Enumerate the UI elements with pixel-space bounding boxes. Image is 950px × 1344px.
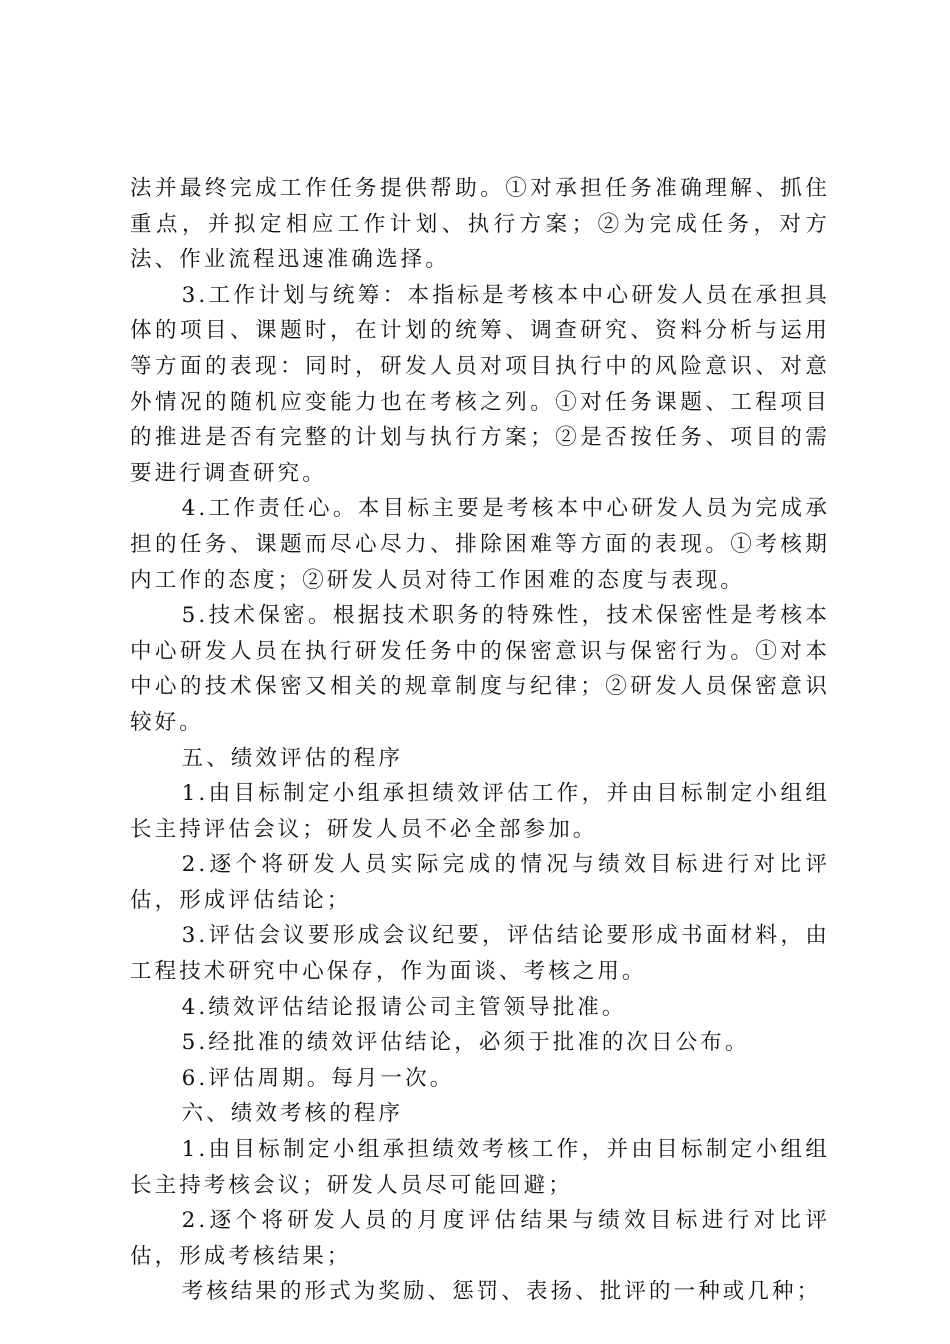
paragraph-item-3-planning: 3.工作计划与统筹：本指标是考核本中心研发人员在承担具体的项目、课题时，在计划的统筹、调查研究、资料分析与运用等方面的表现：同时，研发人员对项目执行中的风险意识、对意外情况的随机应变能力也在考核之列。①对任务课题、工程项目的推进是否有完整的计划与执行方案；②是否按任务、项目的需要进行调查研究。 <box>130 282 830 486</box>
paragraph-assess-result-form: 考核结果的形式为奖励、惩罚、表扬、批评的一种或几种； <box>181 1279 822 1305</box>
paragraph-assess-step-1: 1.由目标制定小组承担绩效考核工作，并由目标制定小组组长主持考核会议；研发人员尽可能回避； <box>130 1137 830 1198</box>
paragraph-assess-step-2: 2.逐个将研发人员的月度评估结果与绩效目标进行对比评估，形成考核结果； <box>130 1208 830 1269</box>
paragraph-eval-step-6: 6.评估周期。每月一次。 <box>181 1065 455 1091</box>
document-body <box>130 171 830 1310</box>
section-heading-5: 五、绩效评估的程序 <box>181 745 403 771</box>
paragraph-item-4-responsibility: 4.工作责任心。本目标主要是考核本中心研发人员为完成承担的任务、课题而尽心尽力、排除困难等方面的表现。①考核期内工作的态度；②研发人员对待工作困难的态度与表现。 <box>130 496 830 593</box>
paragraph-item-5-confidentiality: 5.技术保密。根据技术职务的特殊性，技术保密性是考核本中心研发人员在执行研发任务中的保密意识与保密行为。①对本中心的技术保密又相关的规章制度与纪律；②研发人员保密意识较好。 <box>130 603 830 735</box>
section-heading-6: 六、绩效考核的程序 <box>181 1101 403 1127</box>
paragraph-continuation: 法并最终完成工作任务提供帮助。①对承担任务准确理解、抓住重点，并拟定相应工作计划、执行方案；②为完成任务，对方法、作业流程迅速准确选择。 <box>130 176 830 273</box>
paragraph-eval-step-4: 4.绩效评估结论报请公司主管领导批准。 <box>181 994 627 1020</box>
paragraph-eval-step-2: 2.逐个将研发人员实际完成的情况与绩效目标进行对比评估，形成评估结论； <box>130 852 830 913</box>
paragraph-eval-step-5: 5.经批准的绩效评估结论，必须于批准的次日公布。 <box>181 1030 750 1056</box>
paragraph-eval-step-3: 3.评估会议要形成会议纪要，评估结论要形成书面材料，由工程技术研究中心保存，作为面谈、考核之用。 <box>130 923 830 985</box>
paragraph-eval-step-1: 1.由目标制定小组承担绩效评估工作，并由目标制定小组组长主持评估会议；研发人员不必全部参加。 <box>130 781 830 842</box>
